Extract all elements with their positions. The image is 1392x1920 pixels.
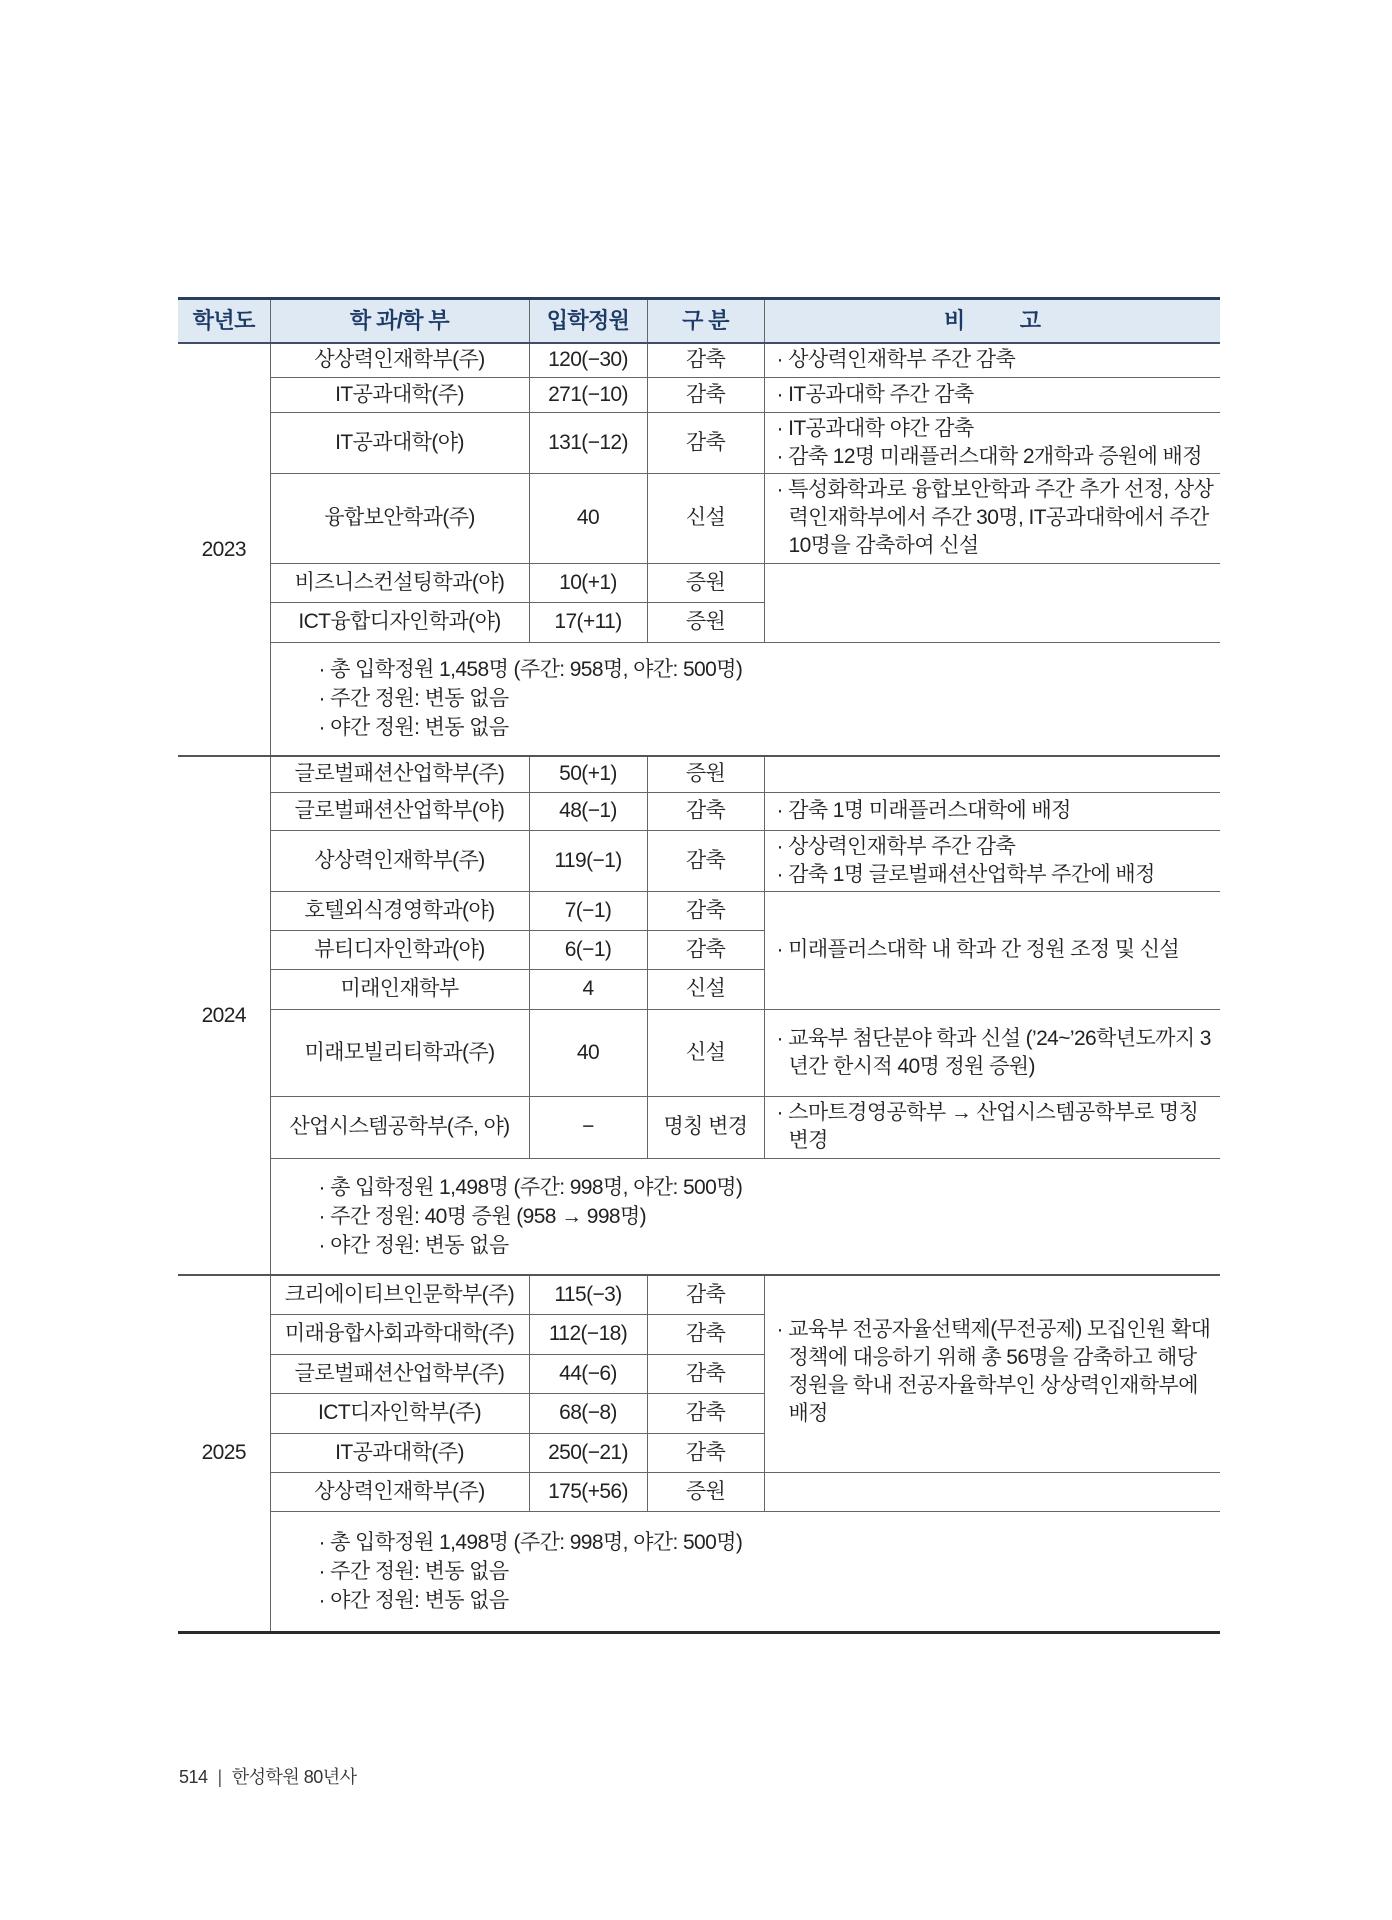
summary-line: · 야간 정원: 변동 없음 [318, 1588, 509, 1612]
page-number: 514 [179, 1767, 208, 1787]
dept-cell: 미래융합사회과학대학(주) [270, 1314, 529, 1354]
type-cell: 감축 [647, 830, 764, 891]
dept-cell: 융합보안학과(주) [270, 473, 529, 563]
quota-cell: 17(+11) [529, 602, 647, 642]
note-line: · 교육부 첨단분야 학과 신설 (’24~’26학년도까지 3년간 한시적 40명 정원 증원) [776, 1026, 1211, 1078]
table-row [178, 473, 1220, 563]
note-line: · 상상력인재학부 주간 감축 [776, 834, 1016, 858]
dept-cell: 글로벌패션산업학부(야) [270, 792, 529, 830]
quota-cell: 50(+1) [529, 756, 647, 792]
table-row [178, 377, 1220, 412]
table-row [178, 891, 1220, 930]
table-row [178, 1472, 1220, 1511]
summary-cell [270, 642, 1220, 756]
type-cell: 감축 [647, 343, 764, 377]
type-cell: 명칭 변경 [647, 1096, 764, 1158]
dept-cell: 크리에이티브인문학부(주) [270, 1275, 529, 1314]
summary-line: · 총 입학정원 1,498명 (주간: 998명, 야간: 500명) [318, 1530, 743, 1554]
table-row [178, 756, 1220, 792]
footer-separator: | [217, 1767, 222, 1787]
table-row [178, 1275, 1220, 1314]
note-cell [764, 473, 1220, 563]
note-cell [764, 1096, 1220, 1158]
type-cell: 신설 [647, 969, 764, 1009]
summary-row [178, 1511, 1220, 1632]
type-cell: 증원 [647, 602, 764, 642]
note-cell [764, 412, 1220, 473]
year-cell: 2023 [178, 343, 270, 756]
note-cell [764, 563, 1220, 642]
type-cell: 감축 [647, 891, 764, 930]
dept-cell: 뷰티디자인학과(야) [270, 930, 529, 969]
header-type: 구 분 [647, 299, 764, 344]
header-year: 학년도 [178, 299, 270, 344]
quota-cell: 131(−12) [529, 412, 647, 473]
book-title: 한성학원 80년사 [231, 1767, 357, 1787]
note-cell [764, 830, 1220, 891]
table-row [178, 792, 1220, 830]
year-group-2025 [178, 1275, 1220, 1632]
type-cell: 증원 [647, 563, 764, 602]
dept-cell: 비즈니스컨설팅학과(야) [270, 563, 529, 602]
summary-line: · 야간 정원: 변동 없음 [318, 1233, 509, 1257]
year-cell: 2024 [178, 756, 270, 1275]
dept-cell: 상상력인재학부(주) [270, 343, 529, 377]
summary-cell [270, 1511, 1220, 1632]
note-line: · 미래플러스대학 내 학과 간 정원 조정 및 신설 [776, 938, 1180, 961]
note-cell [764, 1009, 1220, 1096]
dept-cell: IT공과대학(야) [270, 412, 529, 473]
type-cell: 증원 [647, 1472, 764, 1511]
page-footer [179, 1763, 357, 1789]
table-row [178, 1096, 1220, 1158]
dept-cell: 미래모빌리티학과(주) [270, 1009, 529, 1096]
dept-cell: 미래인재학부 [270, 969, 529, 1009]
summary-row [178, 1158, 1220, 1275]
note-cell [764, 756, 1220, 792]
summary-line: · 주간 정원: 40명 증원 (958 → 998명) [318, 1204, 647, 1228]
table-header-row [178, 299, 1220, 344]
note-line: · IT공과대학 주간 감축 [776, 382, 974, 406]
note-cell [764, 1275, 1220, 1472]
note-cell [764, 792, 1220, 830]
summary-line: · 총 입학정원 1,458명 (주간: 958명, 야간: 500명) [318, 658, 743, 682]
year-group-2023 [178, 343, 1220, 756]
quota-cell: 115(−3) [529, 1275, 647, 1314]
summary-line: · 야간 정원: 변동 없음 [318, 716, 509, 740]
dept-cell: 글로벌패션산업학부(주) [270, 756, 529, 792]
dept-cell: 상상력인재학부(주) [270, 830, 529, 891]
quota-cell: 10(+1) [529, 563, 647, 602]
summary-line: · 주간 정원: 변동 없음 [318, 687, 509, 711]
note-cell [764, 1472, 1220, 1511]
dept-cell: ICT디자인학부(주) [270, 1393, 529, 1433]
note-cell [764, 891, 1220, 1009]
dept-cell: 호텔외식경영학과(야) [270, 891, 529, 930]
type-cell: 감축 [647, 930, 764, 969]
table-row [178, 412, 1220, 473]
admission-quota-table [178, 297, 1220, 1634]
year-group-2024 [178, 756, 1220, 1275]
dept-cell: IT공과대학(주) [270, 377, 529, 412]
summary-line: · 총 입학정원 1,498명 (주간: 998명, 야간: 500명) [318, 1175, 743, 1199]
quota-cell: 68(−8) [529, 1393, 647, 1433]
dept-cell: 산업시스템공학부(주, 야) [270, 1096, 529, 1158]
dept-cell: IT공과대학(주) [270, 1433, 529, 1472]
type-cell: 감축 [647, 377, 764, 412]
note-line: · 상상력인재학부 주간 감축 [776, 348, 1016, 372]
type-cell: 신설 [647, 1009, 764, 1096]
year-cell: 2025 [178, 1275, 270, 1632]
quota-cell: 271(−10) [529, 377, 647, 412]
type-cell: 감축 [647, 792, 764, 830]
dept-cell: 글로벌패션산업학부(주) [270, 1354, 529, 1393]
note-line: · 교육부 전공자율선택제(무전공제) 모집인원 확대정책에 대응하기 위해 총 56명을 감축하고 해당 정원을 학내 전공자율학부인 상상력인재학부에 배정 [776, 1318, 1211, 1425]
note-line: · 감축 1명 글로벌패션산업학부 주간에 배정 [776, 862, 1155, 886]
table-row [178, 1009, 1220, 1096]
type-cell: 증원 [647, 756, 764, 792]
quota-cell: 7(−1) [529, 891, 647, 930]
quota-cell: 250(−21) [529, 1433, 647, 1472]
table-row [178, 563, 1220, 602]
quota-cell: 4 [529, 969, 647, 1009]
quota-cell: 112(−18) [529, 1314, 647, 1354]
header-dept: 학 과/학 부 [270, 299, 529, 344]
header-quota: 입학정원 [529, 299, 647, 344]
type-cell: 감축 [647, 1314, 764, 1354]
note-line: · IT공과대학 야간 감축 [776, 416, 974, 440]
summary-line: · 주간 정원: 변동 없음 [318, 1559, 509, 1583]
dept-cell: ICT융합디자인학과(야) [270, 602, 529, 642]
quota-cell: 44(−6) [529, 1354, 647, 1393]
type-cell: 감축 [647, 1275, 764, 1314]
table-row [178, 830, 1220, 891]
note-line: · 특성화학과로 융합보안학과 주간 추가 선정, 상상력인재학부에서 주간 30명, IT공과대학에서 주간 10명을 감축하여 신설 [776, 478, 1214, 557]
type-cell: 감축 [647, 412, 764, 473]
quota-cell: 48(−1) [529, 792, 647, 830]
note-line: · 스마트경영공학부 → 산업시스템공학부로 명칭 변경 [776, 1101, 1199, 1152]
quota-cell: 119(−1) [529, 830, 647, 891]
table-row [178, 343, 1220, 377]
quota-cell: 175(+56) [529, 1472, 647, 1511]
note-line: · 감축 1명 미래플러스대학에 배정 [776, 799, 1071, 822]
type-cell: 감축 [647, 1433, 764, 1472]
summary-cell [270, 1158, 1220, 1275]
note-line: · 감축 12명 미래플러스대학 2개학과 증원에 배정 [776, 444, 1202, 468]
summary-row [178, 642, 1220, 756]
dept-cell: 상상력인재학부(주) [270, 1472, 529, 1511]
quota-cell: 40 [529, 1009, 647, 1096]
quota-cell: 6(−1) [529, 930, 647, 969]
note-cell [764, 377, 1220, 412]
quota-cell: − [529, 1096, 647, 1158]
type-cell: 신설 [647, 473, 764, 563]
quota-cell: 40 [529, 473, 647, 563]
type-cell: 감축 [647, 1354, 764, 1393]
note-cell [764, 343, 1220, 377]
header-note: 비 고 [764, 299, 1220, 344]
quota-cell: 120(−30) [529, 343, 647, 377]
type-cell: 감축 [647, 1393, 764, 1433]
